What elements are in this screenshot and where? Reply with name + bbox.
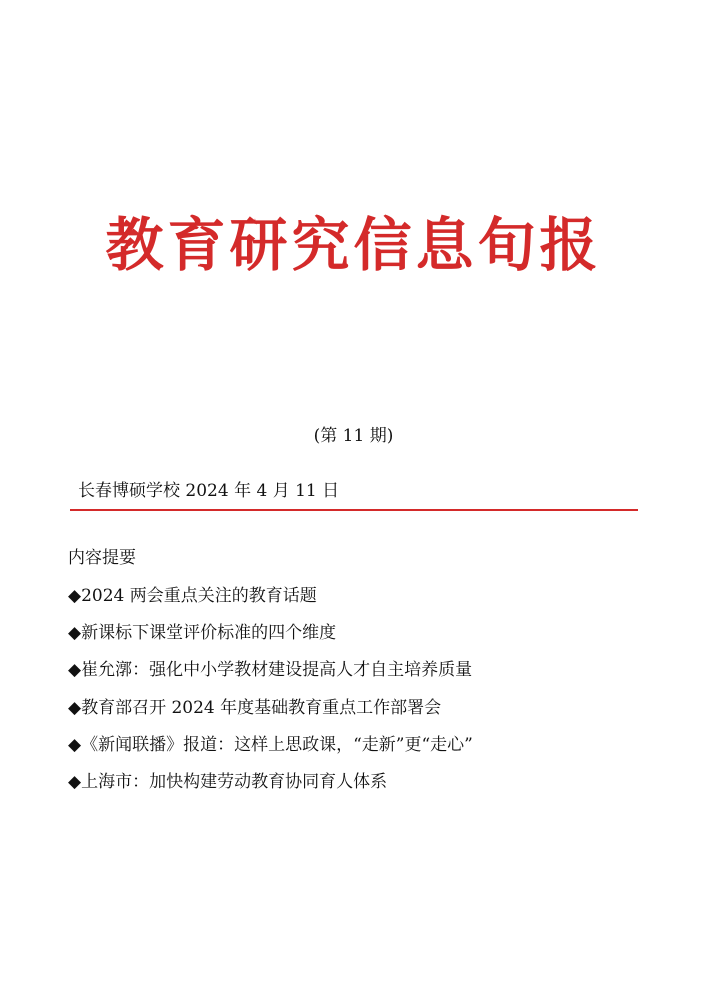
contents-heading: 内容提要: [68, 548, 136, 568]
contents-item: ◆教育部召开 2024 年度基础教育重点工作部署会: [68, 697, 442, 718]
contents-list: [68, 584, 473, 807]
contents-item: ◆2024 两会重点关注的教育话题: [68, 586, 317, 606]
contents-item: ◆《新闻联播》报道：这样上思政课，“走新”更“走心”: [68, 734, 473, 755]
issuer-date-line: 长春博硕学校 2024 年 4 月 11 日: [78, 481, 340, 501]
issue-number: (第 11 期): [313, 426, 394, 446]
header-divider: [70, 509, 638, 511]
contents-item: ◆上海市：加快构建劳动教育协同育人体系: [68, 771, 388, 792]
masthead-title: 教育研究信息旬报: [105, 211, 602, 279]
contents-item: ◆新课标下课堂评价标准的四个维度: [68, 623, 337, 644]
contents-item: ◆崔允漷：强化中小学教材建设提高人才自主培养质量: [68, 660, 473, 681]
